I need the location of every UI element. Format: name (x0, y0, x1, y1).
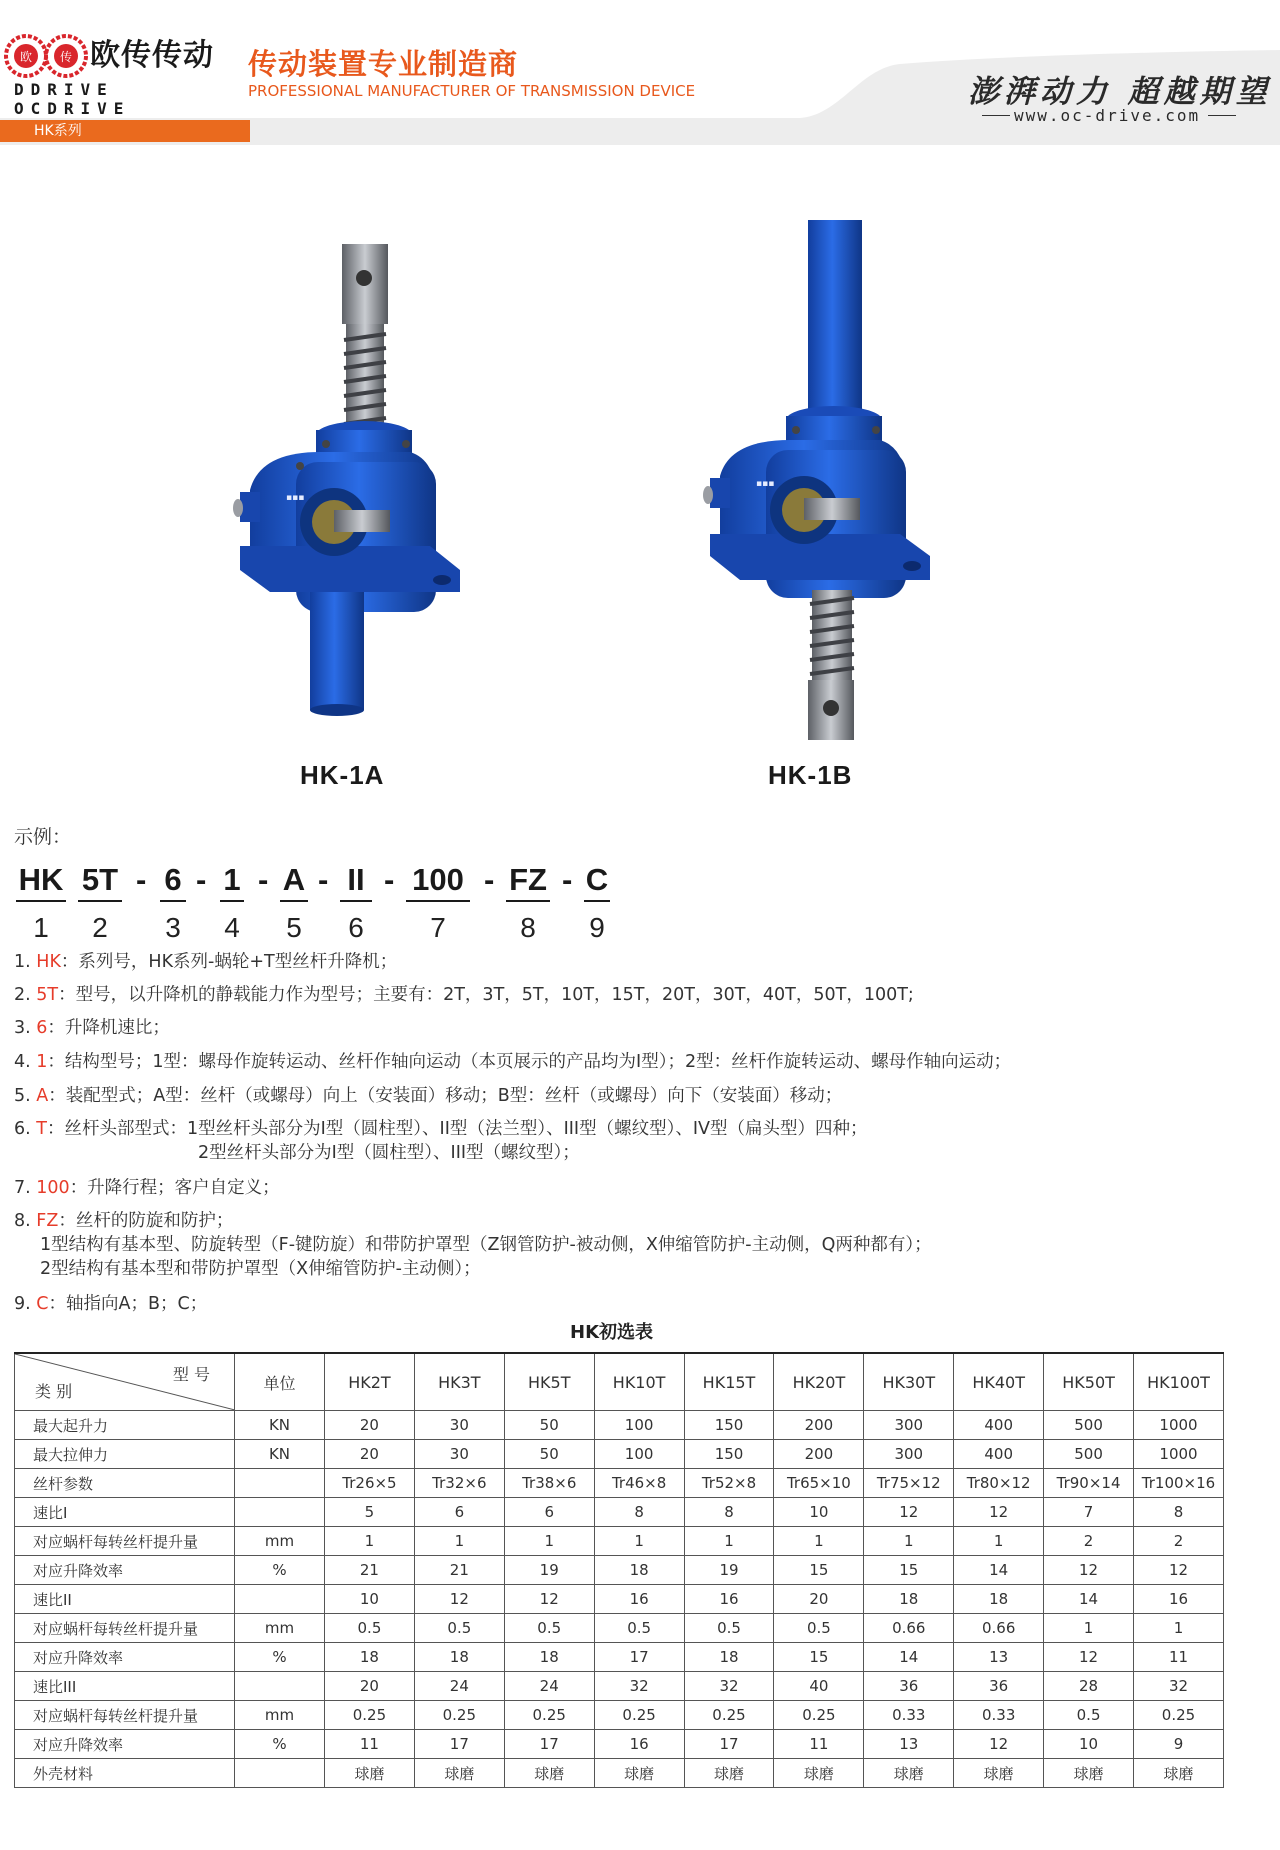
product-hk-1a-image (210, 230, 470, 730)
series-tab: HK系列 (0, 120, 250, 142)
svg-text:▪▪▪: ▪▪▪ (756, 479, 775, 489)
code-part-assembly: A (280, 862, 308, 902)
code-index: 1 (33, 912, 49, 943)
table-cell: 11 (325, 1730, 415, 1759)
product-hk-1b-label: HK-1B (768, 760, 853, 790)
table-row (15, 1730, 1224, 1759)
table-cell: 5 (325, 1498, 415, 1527)
row-unit (235, 1498, 325, 1527)
row-name: 对应升降效率 (15, 1643, 235, 1672)
table-title: HK初选表 (570, 1322, 654, 1343)
item-subtext: 2型丝杆头部分为I型（圆柱型）、III型（螺纹型）； (198, 1143, 580, 1163)
code-separator: - (258, 862, 269, 897)
table-cell: 1 (954, 1527, 1044, 1556)
table-cell: 18 (684, 1643, 774, 1672)
svg-text:▪▪▪: ▪▪▪ (286, 493, 305, 503)
header-tagline: 传动装置专业制造商 (248, 47, 519, 81)
table-cell: 10 (774, 1498, 864, 1527)
table-cell: 0.33 (954, 1701, 1044, 1730)
table-row (15, 1469, 1224, 1498)
table-cell: 2 (1044, 1527, 1134, 1556)
model-header: HK10T (594, 1353, 684, 1411)
row-unit: mm (235, 1614, 325, 1643)
table-cell: 16 (594, 1585, 684, 1614)
table-cell: 0.5 (414, 1614, 504, 1643)
table-cell: 球磨 (1044, 1759, 1134, 1788)
explanation-item (14, 1292, 207, 1316)
row-name: 丝杆参数 (15, 1469, 235, 1498)
item-number: 3. (14, 1018, 31, 1038)
code-separator: - (318, 862, 329, 897)
item-number: 9. (14, 1294, 31, 1314)
code-part-head-type: II (340, 862, 372, 902)
code-index: 9 (589, 912, 605, 943)
item-key: T (36, 1119, 47, 1139)
table-cell: 18 (864, 1585, 954, 1614)
table-cell: Tr90×14 (1044, 1469, 1134, 1498)
row-unit: mm (235, 1527, 325, 1556)
table-cell: 14 (954, 1556, 1044, 1585)
row-unit: mm (235, 1701, 325, 1730)
item-key: 100 (36, 1178, 70, 1198)
row-name: 最大起升力 (15, 1411, 235, 1440)
table-cell: Tr75×12 (864, 1469, 954, 1498)
logo-brand-name: 欧传传动 (90, 38, 214, 73)
table-cell: 150 (684, 1440, 774, 1469)
code-index: 3 (165, 912, 181, 943)
table-row (15, 1614, 1224, 1643)
row-unit (235, 1585, 325, 1614)
item-key: 5T (36, 985, 59, 1005)
table-cell: 28 (1044, 1672, 1134, 1701)
corner-category-label: 类 别 (35, 1382, 73, 1401)
table-cell: 16 (1134, 1585, 1224, 1614)
table-cell: 8 (1134, 1498, 1224, 1527)
table-cell: 12 (864, 1498, 954, 1527)
item-number: 2. (14, 985, 31, 1005)
table-cell: 12 (954, 1498, 1044, 1527)
unit-header: 单位 (235, 1353, 325, 1411)
table-cell: Tr52×8 (684, 1469, 774, 1498)
table-cell: 13 (864, 1730, 954, 1759)
table-cell: 0.25 (504, 1701, 594, 1730)
table-cell: 6 (414, 1498, 504, 1527)
model-code-example (14, 862, 654, 952)
selection-table (14, 1352, 1224, 1788)
table-cell: 球磨 (504, 1759, 594, 1788)
table-cell: 15 (864, 1556, 954, 1585)
item-number: 6. (14, 1119, 31, 1139)
table-cell: 10 (1044, 1730, 1134, 1759)
model-header: HK20T (774, 1353, 864, 1411)
table-cell: 14 (1044, 1585, 1134, 1614)
logo-badge-left: 欧 (19, 50, 33, 64)
code-part-shaft: C (584, 862, 610, 902)
model-header: HK5T (504, 1353, 594, 1411)
table-cell: Tr38×6 (504, 1469, 594, 1498)
table-cell: 1 (1134, 1614, 1224, 1643)
explanation-item (14, 983, 914, 1007)
table-cell: Tr32×6 (414, 1469, 504, 1498)
code-index: 2 (92, 912, 108, 943)
table-cell: 0.5 (774, 1614, 864, 1643)
table-cell: 200 (774, 1440, 864, 1469)
product-hk-1a-label: HK-1A (300, 760, 385, 790)
item-key: C (36, 1294, 49, 1314)
model-header: HK100T (1134, 1353, 1224, 1411)
table-cell: 20 (325, 1672, 415, 1701)
row-name: 最大拉伸力 (15, 1440, 235, 1469)
table-cell: 8 (684, 1498, 774, 1527)
row-name: 对应升降效率 (15, 1730, 235, 1759)
table-cell: 17 (504, 1730, 594, 1759)
table-cell: 400 (954, 1411, 1044, 1440)
row-name: 对应蜗杆每转丝杆提升量 (15, 1614, 235, 1643)
row-unit (235, 1469, 325, 1498)
table-cell: 0.25 (594, 1701, 684, 1730)
table-cell: Tr80×12 (954, 1469, 1044, 1498)
table-cell: 21 (325, 1556, 415, 1585)
row-unit: % (235, 1730, 325, 1759)
item-subtext: 1型结构有基本型、防旋转型（F-键防旋）和带防护罩型（Z钢管防护-被动侧，X伸缩管防护-主动侧，Q两种都有）； (40, 1235, 932, 1255)
example-title: 示例： (14, 826, 72, 848)
table-cell: 50 (504, 1440, 594, 1469)
row-name: 外壳材料 (15, 1759, 235, 1788)
item-number: 8. (14, 1211, 31, 1231)
table-cell: 12 (504, 1585, 594, 1614)
table-cell: 24 (504, 1672, 594, 1701)
table-cell: 50 (504, 1411, 594, 1440)
code-part-protection: FZ (506, 862, 550, 902)
table-row (15, 1440, 1224, 1469)
code-separator: - (136, 862, 147, 897)
table-row (15, 1585, 1224, 1614)
item-number: 5. (14, 1086, 31, 1106)
table-cell: 36 (864, 1672, 954, 1701)
table-cell: 0.5 (1044, 1701, 1134, 1730)
table-cell: 0.25 (774, 1701, 864, 1730)
table-cell: 1 (594, 1527, 684, 1556)
row-unit: KN (235, 1411, 325, 1440)
row-unit (235, 1759, 325, 1788)
code-index: 6 (348, 912, 364, 943)
explanation-item (14, 1050, 1011, 1074)
logo-subtitle: DDRIVE OCDRIVE (14, 80, 131, 118)
table-row (15, 1759, 1224, 1788)
table-cell: 球磨 (414, 1759, 504, 1788)
table-cell: 12 (1134, 1556, 1224, 1585)
table-cell: 30 (414, 1440, 504, 1469)
explanation-item (14, 1209, 932, 1281)
table-cell: 球磨 (954, 1759, 1044, 1788)
item-key: FZ (36, 1211, 59, 1231)
table-cell: 1000 (1134, 1411, 1224, 1440)
table-cell: 16 (684, 1585, 774, 1614)
table-cell: 20 (325, 1440, 415, 1469)
code-separator: - (562, 862, 573, 897)
item-number: 1. (14, 952, 31, 972)
table-cell: 球磨 (774, 1759, 864, 1788)
table-cell: 100 (594, 1440, 684, 1469)
table-cell: 40 (774, 1672, 864, 1701)
table-cell: 1 (414, 1527, 504, 1556)
table-cell: 32 (594, 1672, 684, 1701)
item-number: 7. (14, 1178, 31, 1198)
table-row (15, 1498, 1224, 1527)
model-header: HK15T (684, 1353, 774, 1411)
page-header (0, 0, 1280, 145)
row-name: 速比I (15, 1498, 235, 1527)
table-cell: 球磨 (864, 1759, 954, 1788)
table-cell: 200 (774, 1411, 864, 1440)
row-name: 对应蜗杆每转丝杆提升量 (15, 1527, 235, 1556)
brand-logo (4, 26, 224, 118)
table-cell: 0.25 (684, 1701, 774, 1730)
table-cell: 球磨 (325, 1759, 415, 1788)
table-cell: 球磨 (684, 1759, 774, 1788)
code-part-model: 5T (78, 862, 122, 902)
item-text: ：系列号，HK系列-蜗轮+T型丝杆升降机； (60, 952, 398, 972)
table-cell: 0.66 (954, 1614, 1044, 1643)
table-cell: 19 (504, 1556, 594, 1585)
table-cell: 11 (774, 1730, 864, 1759)
table-cell: 32 (684, 1672, 774, 1701)
table-cell: 36 (954, 1672, 1044, 1701)
table-row (15, 1411, 1224, 1440)
code-separator: - (196, 862, 207, 897)
table-cell: 0.66 (864, 1614, 954, 1643)
table-cell: 0.5 (325, 1614, 415, 1643)
row-name: 速比III (15, 1672, 235, 1701)
item-text: ：升降机速比； (47, 1018, 170, 1038)
table-cell: 7 (1044, 1498, 1134, 1527)
model-header: HK30T (864, 1353, 954, 1411)
code-part-structure: 1 (220, 862, 244, 902)
explanation-item (14, 1016, 170, 1040)
table-cell: 500 (1044, 1411, 1134, 1440)
model-header: HK3T (414, 1353, 504, 1411)
table-cell: 19 (684, 1556, 774, 1585)
item-key: HK (36, 952, 61, 972)
code-index: 4 (224, 912, 240, 943)
item-text: ：丝杆头部型式：1型丝杆头部分为I型（圆柱型）、II型（法兰型）、III型（螺纹型）、IV型（扁头型）四种； (46, 1119, 868, 1139)
table-cell: 0.25 (1134, 1701, 1224, 1730)
table-cell: 18 (325, 1643, 415, 1672)
model-header: HK50T (1044, 1353, 1134, 1411)
table-row (15, 1701, 1224, 1730)
explanation-item (14, 1176, 280, 1200)
table-cell: 球磨 (594, 1759, 684, 1788)
table-cell: 0.5 (504, 1614, 594, 1643)
table-header-row (15, 1353, 1224, 1411)
table-cell: 15 (774, 1556, 864, 1585)
row-unit (235, 1672, 325, 1701)
item-text: ：轴指向A；B；C； (48, 1294, 208, 1314)
table-cell: 1 (774, 1527, 864, 1556)
table-cell: 18 (504, 1643, 594, 1672)
table-row (15, 1672, 1224, 1701)
code-index: 7 (430, 912, 446, 943)
code-part-stroke: 100 (406, 862, 470, 902)
explanation-item (14, 950, 397, 974)
table-cell: 100 (594, 1411, 684, 1440)
row-name: 对应升降效率 (15, 1556, 235, 1585)
table-cell: 11 (1134, 1643, 1224, 1672)
table-cell: 18 (414, 1643, 504, 1672)
table-cell: 0.33 (864, 1701, 954, 1730)
table-cell: Tr46×8 (594, 1469, 684, 1498)
table-cell: 1000 (1134, 1440, 1224, 1469)
table-cell: Tr26×5 (325, 1469, 415, 1498)
item-subtext: 2型结构有基本型和带防护罩型（X伸缩管防护-主动侧）； (40, 1259, 481, 1279)
table-cell: 20 (325, 1411, 415, 1440)
table-cell: 6 (504, 1498, 594, 1527)
table-cell: Tr100×16 (1134, 1469, 1224, 1498)
table-cell: 300 (864, 1440, 954, 1469)
model-header: HK40T (954, 1353, 1044, 1411)
code-part-series: HK (16, 862, 66, 902)
header-website: www.oc-drive.com (1014, 106, 1201, 125)
divider (982, 115, 1010, 116)
table-cell: 21 (414, 1556, 504, 1585)
divider (1208, 115, 1236, 116)
model-header: HK2T (325, 1353, 415, 1411)
table-cell: 400 (954, 1440, 1044, 1469)
table-cell: 0.25 (325, 1701, 415, 1730)
row-unit: % (235, 1643, 325, 1672)
table-cell: 0.5 (684, 1614, 774, 1643)
table-cell: 1 (325, 1527, 415, 1556)
corner-type-label: 型 号 (172, 1365, 210, 1384)
table-cell: 30 (414, 1411, 504, 1440)
table-cell: 球磨 (1134, 1759, 1224, 1788)
table-cell: 12 (1044, 1556, 1134, 1585)
table-cell: 9 (1134, 1730, 1224, 1759)
item-text: ：型号，以升降机的静载能力作为型号；主要有：2T，3T，5T，10T，15T，20T，30T，40T，50T，100T; (58, 985, 914, 1005)
table-cell: 13 (954, 1643, 1044, 1672)
table-cell: 300 (864, 1411, 954, 1440)
row-name: 速比II (15, 1585, 235, 1614)
table-cell: 17 (684, 1730, 774, 1759)
table-row (15, 1556, 1224, 1585)
table-cell: 12 (1044, 1643, 1134, 1672)
explanation-item (14, 1117, 867, 1165)
row-name: 对应蜗杆每转丝杆提升量 (15, 1701, 235, 1730)
table-cell: 14 (864, 1643, 954, 1672)
table-cell: 0.5 (594, 1614, 684, 1643)
code-index: 5 (286, 912, 302, 943)
table-cell: 500 (1044, 1440, 1134, 1469)
table-cell: 12 (954, 1730, 1044, 1759)
table-cell: 18 (954, 1585, 1044, 1614)
code-part-ratio: 6 (160, 862, 186, 902)
explanation-item (14, 1084, 842, 1108)
table-cell: 0.25 (414, 1701, 504, 1730)
item-key: A (36, 1086, 49, 1106)
item-text: ：结构型号；1型：螺母作旋转运动、丝杆作轴向运动（本页展示的产品均为I型）；2型：丝杆作旋转运动、螺母作轴向运动； (47, 1052, 1012, 1072)
table-cell: 17 (594, 1643, 684, 1672)
code-separator: - (384, 862, 395, 897)
table-cell: 150 (684, 1411, 774, 1440)
table-cell: 1 (684, 1527, 774, 1556)
table-cell: 17 (414, 1730, 504, 1759)
table-cell: 32 (1134, 1672, 1224, 1701)
product-hk-1b-image (680, 220, 940, 740)
table-cell: 8 (594, 1498, 684, 1527)
table-row (15, 1527, 1224, 1556)
logo-badge-right: 传 (59, 50, 73, 64)
item-text: ：升降行程；客户自定义； (69, 1178, 280, 1198)
table-cell: 1 (504, 1527, 594, 1556)
table-cell: 15 (774, 1643, 864, 1672)
table-cell: 18 (594, 1556, 684, 1585)
row-unit: % (235, 1556, 325, 1585)
table-cell: Tr65×10 (774, 1469, 864, 1498)
table-cell: 10 (325, 1585, 415, 1614)
header-tagline-en: PROFESSIONAL MANUFACTURER OF TRANSMISSION DEVICE (248, 82, 696, 100)
table-cell: 1 (1044, 1614, 1134, 1643)
header-slogan: 澎湃动力 超越期望 (968, 74, 1272, 110)
item-key: 6 (36, 1018, 48, 1038)
code-separator: - (484, 862, 495, 897)
table-cell: 24 (414, 1672, 504, 1701)
table-cell: 2 (1134, 1527, 1224, 1556)
row-unit: KN (235, 1440, 325, 1469)
table-corner-cell (15, 1353, 235, 1411)
item-text: ：丝杆的防旋和防护； (58, 1211, 234, 1231)
item-key: 1 (36, 1052, 48, 1072)
table-cell: 1 (864, 1527, 954, 1556)
table-cell: 20 (774, 1585, 864, 1614)
table-cell: 16 (594, 1730, 684, 1759)
item-number: 4. (14, 1052, 31, 1072)
code-index: 8 (520, 912, 536, 943)
table-cell: 12 (414, 1585, 504, 1614)
table-row (15, 1643, 1224, 1672)
item-text: ：装配型式；A型：丝杆（或螺母）向上（安装面）移动；B型：丝杆（或螺母）向下（安装面）移动； (48, 1086, 843, 1106)
